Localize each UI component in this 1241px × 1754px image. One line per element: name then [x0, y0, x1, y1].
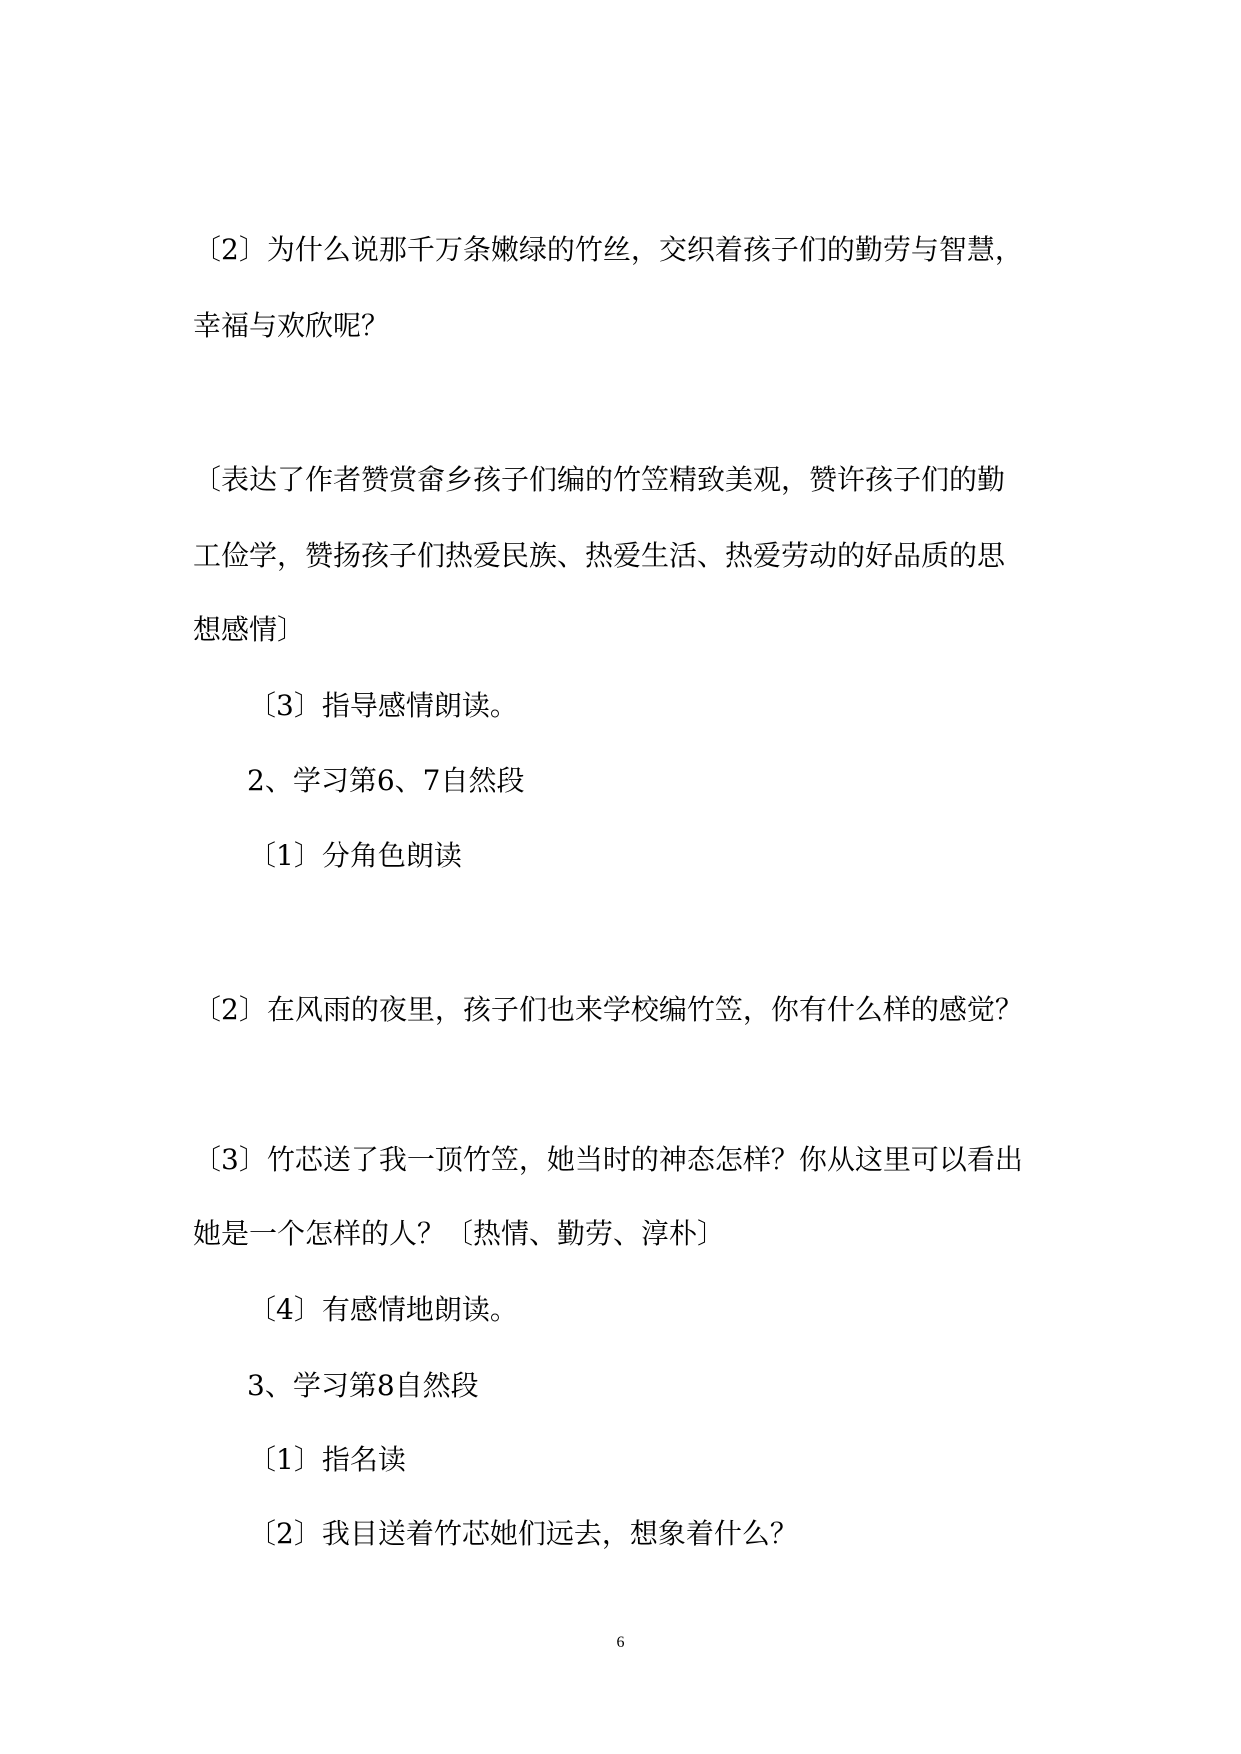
question-zhuxin-line-1: 〔3〕竹芯送了我一顶竹笠，她当时的神态怎样？你从这里可以看出 — [193, 1143, 1023, 1176]
answer-line-2: 工俭学，赞扬孩子们热爱民族、热爱生活、热爱劳动的好品质的思 — [193, 539, 1006, 572]
item-imagine-question: 〔2〕我目送着竹芯她们远去，想象着什么？ — [248, 1517, 798, 1550]
question-storm-night: 〔2〕在风雨的夜里，孩子们也来学校编竹笠，你有什么样的感觉？ — [193, 993, 1023, 1026]
question-2-line-2: 幸福与欢欣呢？ — [193, 309, 390, 342]
item-role-reading: 〔1〕分角色朗读 — [248, 839, 462, 872]
answer-line-3: 想感情〕 — [193, 613, 306, 646]
question-2-line-1: 〔2〕为什么说那千万条嫩绿的竹丝，交织着孩子们的勤劳与智慧， — [193, 233, 1023, 266]
section-2-heading: 2、学习第6、7自然段 — [247, 764, 525, 797]
item-emotional-reading: 〔4〕有感情地朗读。 — [248, 1293, 518, 1326]
answer-line-1: 〔表达了作者赞赏畲乡孩子们编的竹笠精致美观，赞许孩子们的勤 — [193, 463, 1006, 496]
question-zhuxin-line-2: 她是一个怎样的人？〔热情、勤劳、淳朴〕 — [193, 1217, 726, 1250]
item-guide-reading: 〔3〕指导感情朗读。 — [248, 689, 518, 722]
page-number: 6 — [616, 1634, 625, 1651]
section-3-heading: 3、学习第8自然段 — [247, 1369, 479, 1402]
item-named-reading: 〔1〕指名读 — [248, 1443, 406, 1476]
